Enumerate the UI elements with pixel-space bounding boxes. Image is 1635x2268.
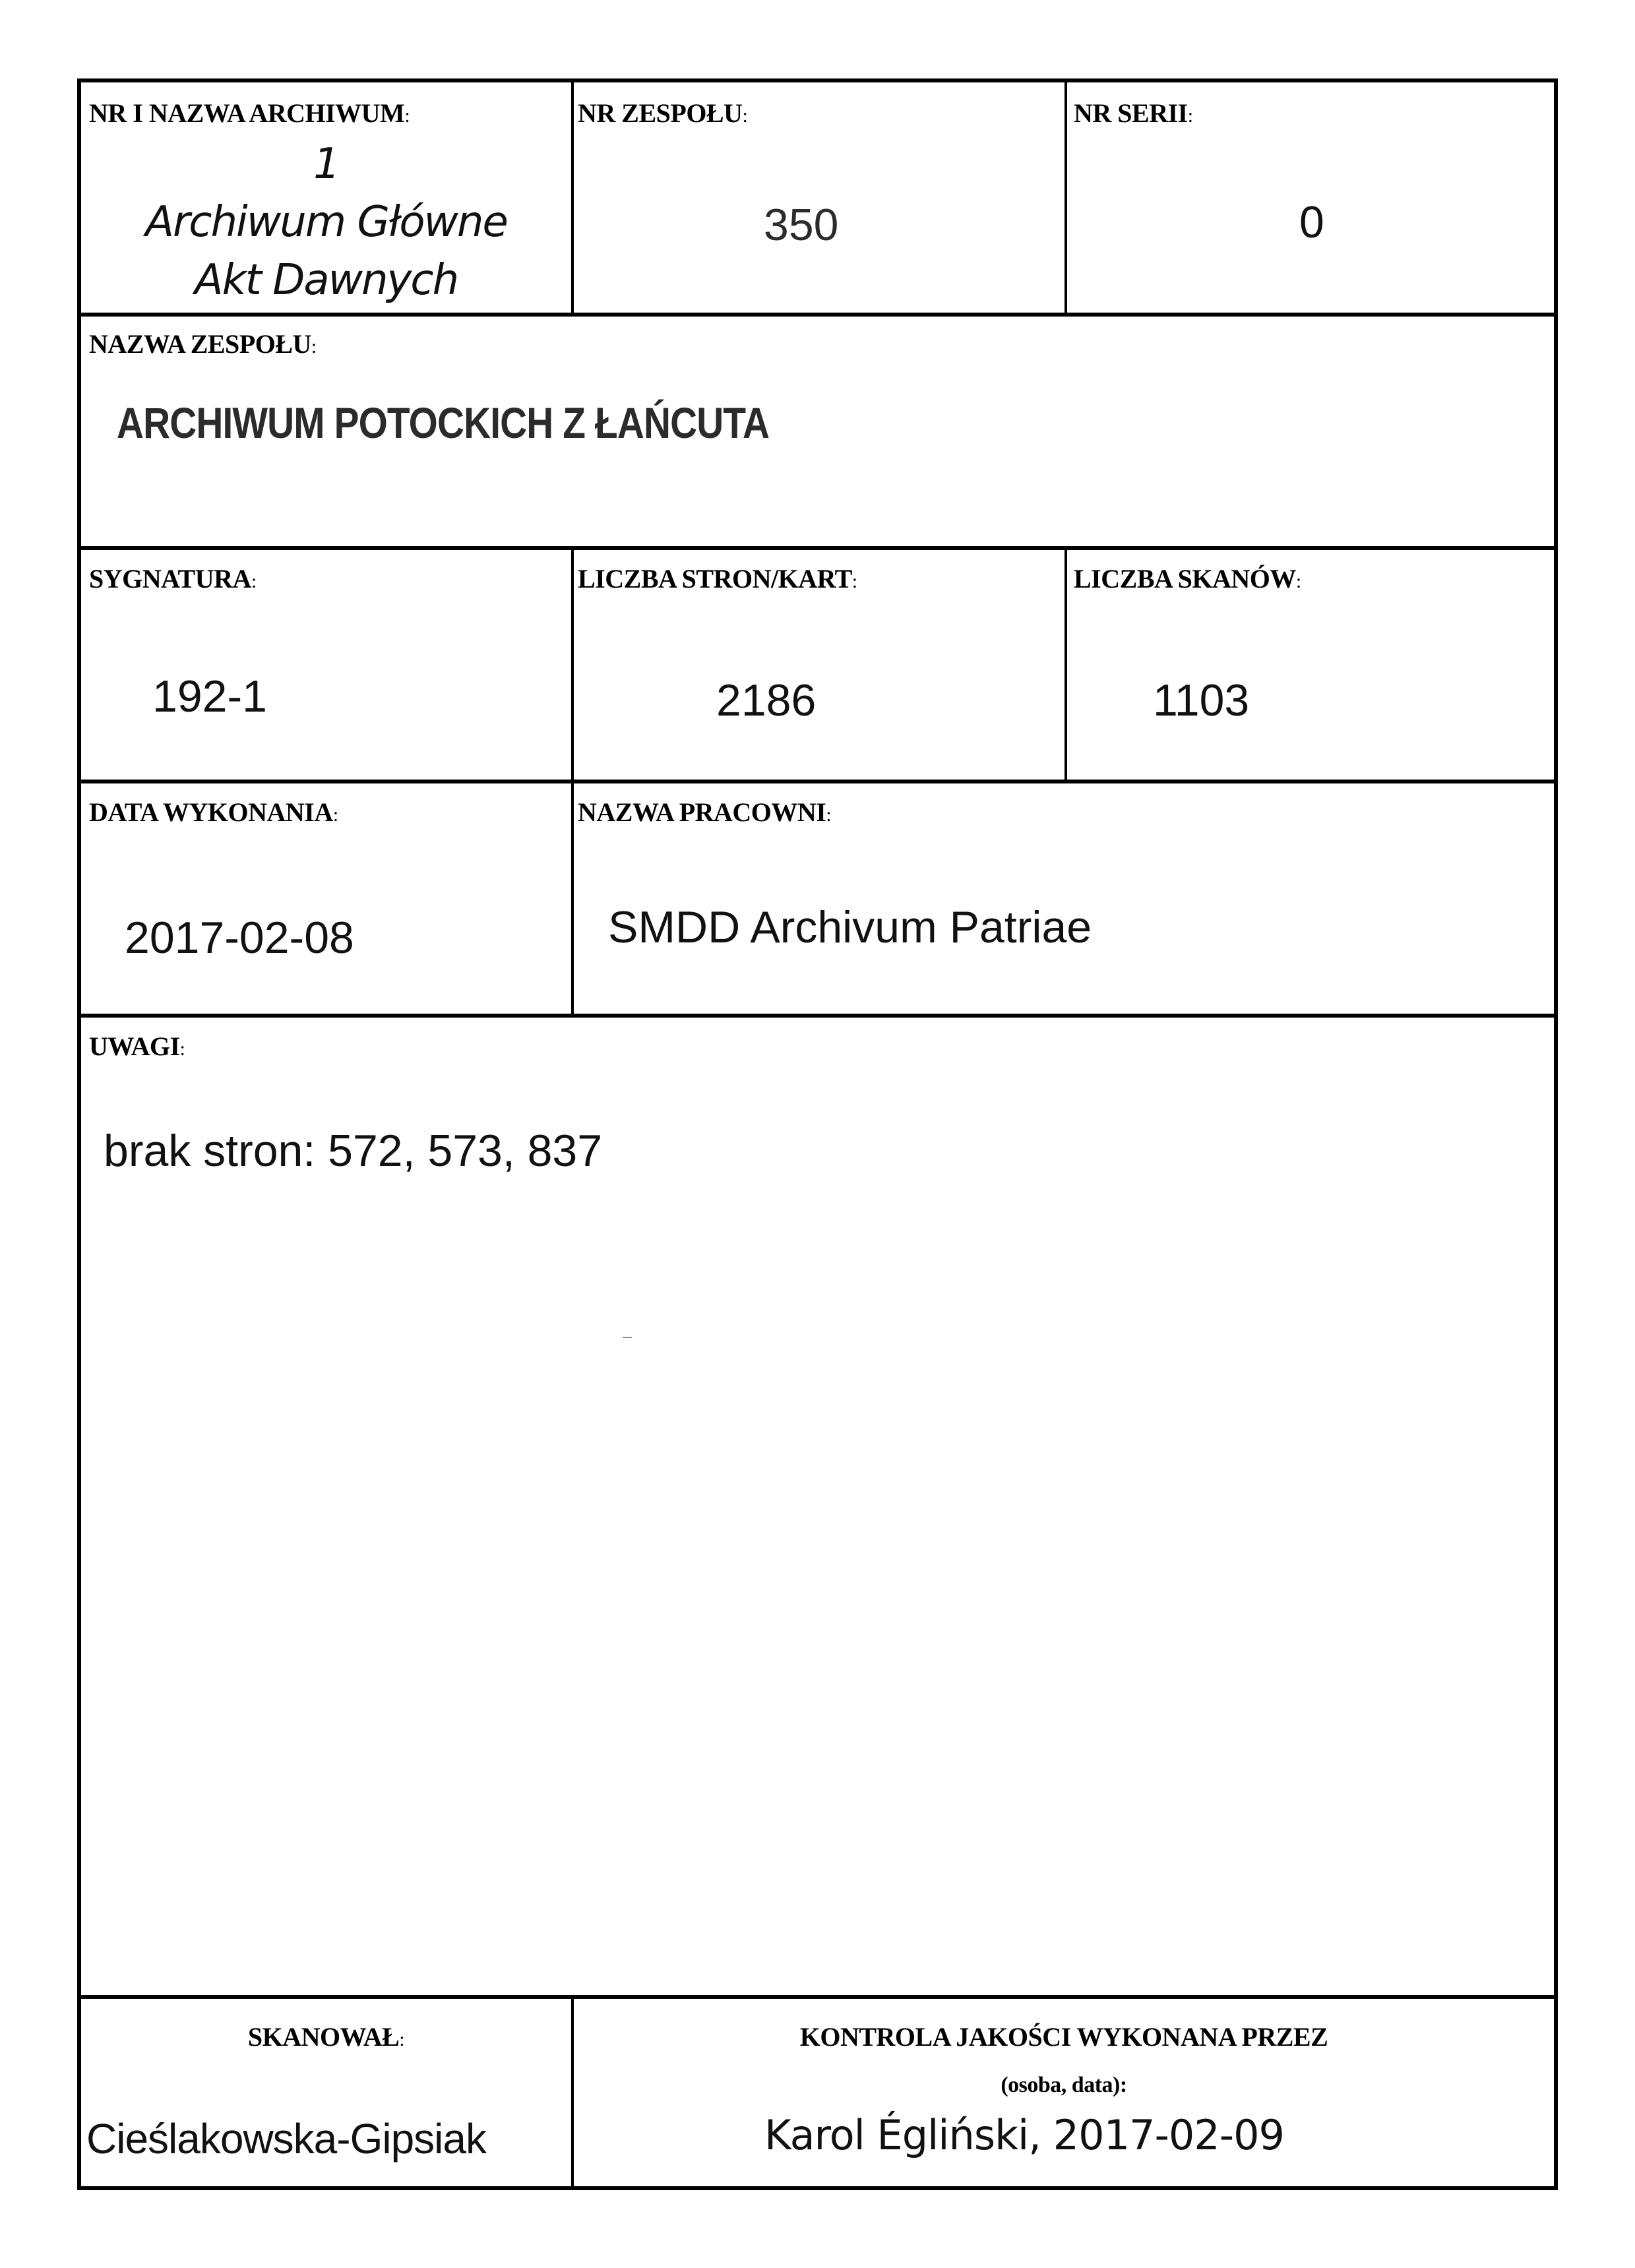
fonds-number-value: 350 (764, 200, 839, 250)
quality-control-label: KONTROLA JAKOŚCI WYKONANA PRZEZ (799, 2022, 1328, 2052)
series-number-cell (1067, 82, 1558, 313)
archive-number: 1 (313, 140, 339, 189)
signature-label: SYGNATURA: (89, 564, 257, 594)
archive-name-line1: Archiwum Główne (145, 198, 507, 247)
signature-cell (81, 550, 571, 780)
scan-count-label: LICZBA SKANÓW: (1074, 564, 1301, 594)
quality-control-value: Karol Égliński, 2017-02-09 (764, 2111, 1284, 2159)
notes-cell (81, 1018, 1554, 1995)
date-done-label: DATA WYKONANIA: (89, 797, 338, 827)
fonds-number-label: NR ZESPOŁU: (578, 98, 748, 128)
scanned-by-cell (81, 1999, 571, 2190)
signature-value: 192-1 (152, 671, 267, 721)
date-done-cell (81, 783, 571, 1014)
studio-name-cell (574, 783, 1554, 1014)
quality-control-sublabel: (osoba, data): (1001, 2073, 1127, 2097)
archive-cell (81, 82, 571, 313)
series-number-value: 0 (1299, 197, 1324, 247)
archive-metadata-form (77, 78, 1558, 2190)
fonds-name-cell (81, 317, 1554, 546)
archive-name-line2: Akt Dawnych (194, 256, 458, 305)
notes-label: UWAGI: (89, 1031, 185, 1061)
page-count-value: 2186 (716, 675, 817, 725)
scan-count-value: 1103 (1153, 675, 1250, 725)
fonds-name-label: NAZWA ZESPOŁU: (89, 329, 317, 359)
date-done-value: 2017-02-08 (125, 913, 354, 963)
scan-artifact-mark (623, 1337, 632, 1338)
studio-name-label: NAZWA PRACOWNI: (578, 797, 832, 827)
scan-count-cell (1067, 550, 1558, 780)
scanned-by-value: Cieślakowska-Gipsiak (86, 2115, 486, 2162)
page-count-label: LICZBA STRON/KART: (578, 564, 857, 594)
scanned-by-label: SKANOWAŁ: (247, 2022, 405, 2052)
fonds-number-cell (574, 82, 1064, 313)
studio-name-value: SMDD Archivum Patriae (608, 902, 1092, 952)
archive-label: NR I NAZWA ARCHIWUM: (89, 98, 410, 128)
notes-value: brak stron: 572, 573, 837 (104, 1126, 603, 1176)
series-number-label: NR SERII: (1074, 98, 1193, 128)
fonds-name-value: ARCHIWUM POTOCKICH Z ŁAŃCUTA (117, 398, 770, 447)
page-count-cell (574, 550, 1064, 780)
quality-control-cell (574, 1999, 1554, 2190)
